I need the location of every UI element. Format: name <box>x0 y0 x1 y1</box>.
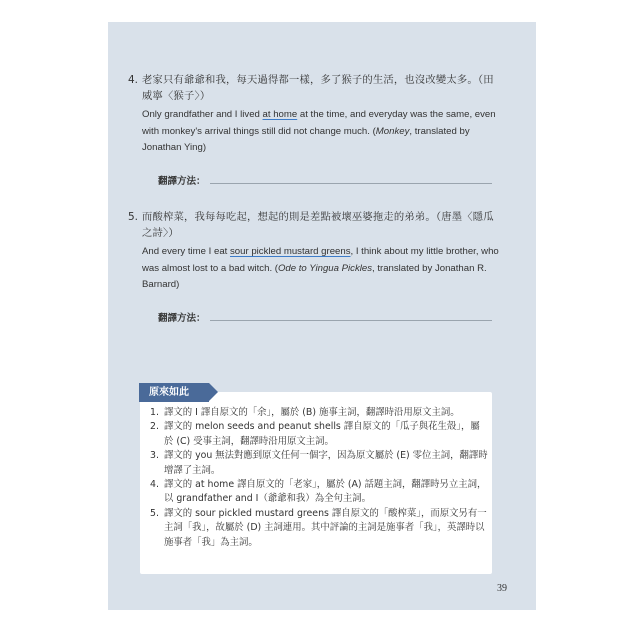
answer-box-title: 原來如此 <box>139 383 209 402</box>
method-label: 翻譯方法： <box>158 313 206 324</box>
answer-entry: 2. 譯文的 melon seeds and peanut shells 譯自原文的「瓜子與花生殼」，屬於 (C) 受事主詞，翻譯時沿用原文主詞。 <box>150 421 480 447</box>
page-number: 39 <box>497 583 507 594</box>
answer-list <box>150 406 488 550</box>
method-label: 翻譯方法： <box>158 176 206 187</box>
answer-entry: 1. 譯文的 I 譯自原文的「余」，屬於 (B) 施事主詞，翻譯時沿用原文主詞。 <box>150 407 460 418</box>
source-chinese: 而酸榨菜，我每每吃起，想起的則是差點被壞巫婆拖走的弟弟。（唐墨〈隱瓜之詩〉） <box>142 211 494 239</box>
highlighted-phrase: sour pickled mustard greens <box>229 246 351 257</box>
answer-entry: 5. 譯文的 sour pickled mustard greens 譯自原文的「酸榨菜」，而原文另有一主詞「我」，故屬於 (D) 主詞連用。其中評論的主詞是施事者「我」，英譯時以施事者「我」為主詞。 <box>150 507 487 548</box>
answer-entry: 3. 譯文的 you 無法對應到原文任何一個字，因為原文屬於 (E) 零位主詞，翻譯時增譯了主詞。 <box>150 450 488 476</box>
item-number: 4. <box>128 74 139 86</box>
source-chinese: 老家只有爺爺和我，每天過得都一樣，多了猴子的生活，也沒改變太多。（田威寧〈猴子〉） <box>142 74 494 102</box>
translation-english: And every time I eat sour pickled mustard greens, I think about my little brother, who was almost lost to a bad witch. (Ode to Yingua Pickles, translated by Jonathan R. Barnard) <box>142 246 499 290</box>
answer-line[interactable] <box>210 183 492 184</box>
answer-line[interactable] <box>210 320 492 321</box>
highlighted-phrase: at home <box>262 109 298 120</box>
answer-entry: 4. 譯文的 at home 譯自原文的「老家」，屬於 (A) 話題主詞，翻譯時另立主詞，以 grandfather and I（爺爺和我）為全句主詞。 <box>150 479 487 505</box>
translation-english: Only grandfather and I lived at home at the time, and everyday was the same, even with monkey's arrival things still did not change much. (Monkey, translated by Jonathan Ying) <box>142 109 496 153</box>
exercise-item-5 <box>128 209 502 294</box>
exercise-item-4 <box>128 72 502 157</box>
item-number: 5. <box>128 211 139 223</box>
